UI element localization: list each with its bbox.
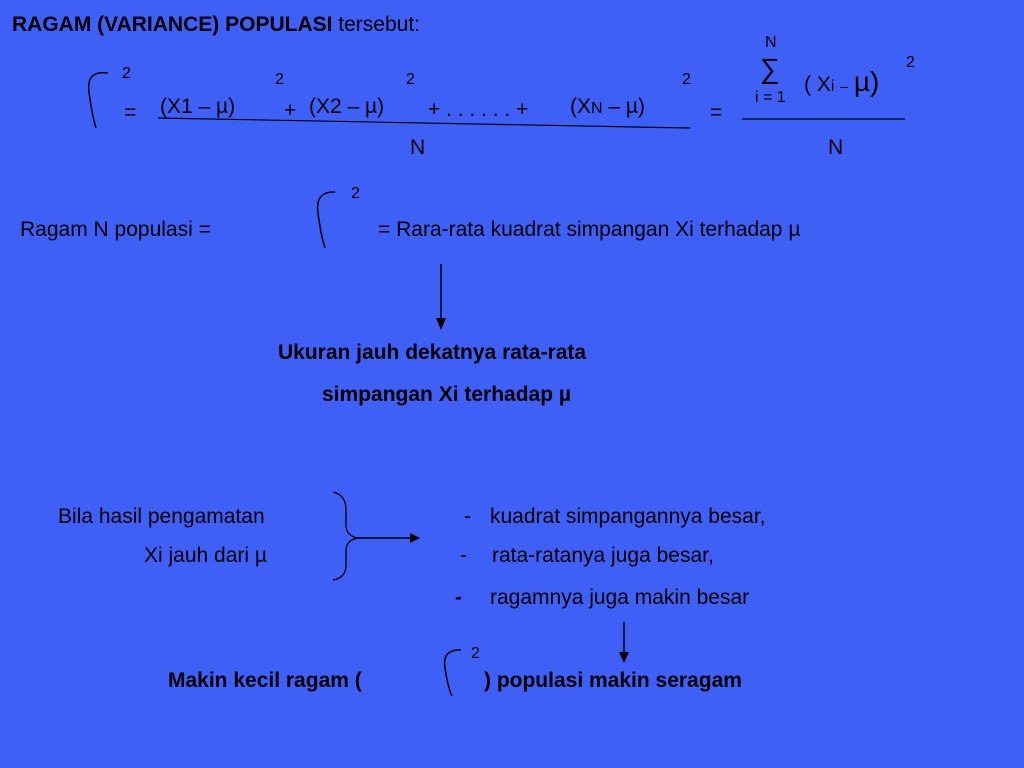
arrow-head-right (410, 533, 420, 543)
formula-term1: (X1 – µ) (160, 95, 236, 118)
formula-exponent-term1: 2 (275, 71, 284, 88)
title-normal: tersebut: (338, 13, 421, 36)
formula-denominator-1: N (410, 136, 426, 159)
meaning-line-2: simpangan Xi terhadap µ (322, 383, 571, 406)
termN-open: (X (570, 95, 591, 118)
formula-exponent-term2: 2 (406, 71, 415, 88)
formula-equals-1: = (124, 101, 137, 124)
sum-term-sub: i (830, 78, 835, 95)
formula-termN (570, 96, 645, 117)
fraction-line-main (158, 118, 690, 128)
brace-left (333, 492, 358, 580)
sigma-symbol-conclusion (445, 650, 461, 696)
sum-symbol: ∑ (760, 53, 780, 84)
result-dash-3: - (455, 586, 462, 609)
meaning-line-1: Ukuran jauh dekatnya rata-rata (278, 341, 587, 364)
sum-term-minus: – (840, 78, 849, 94)
formula-term2: (X2 – µ) (309, 95, 385, 118)
formula-exponent-sigma: 2 (122, 65, 131, 82)
termN-sub: N (591, 100, 603, 117)
result-dash-1: - (464, 505, 471, 528)
slide-title (12, 14, 420, 35)
definition-prefix: Ragam N populasi = (20, 218, 211, 241)
conclusion-suffix: ) populasi makin seragam (484, 669, 742, 692)
conclusion-prefix: Makin kecil ragam ( (168, 669, 362, 692)
sum-term (804, 68, 879, 96)
definition-suffix: = Rara-rata kuadrat simpangan Xi terhadap µ (378, 218, 801, 241)
result-text-2: rata-ratanya juga besar, (492, 544, 714, 567)
sum-exponent: 2 (906, 54, 915, 71)
sum-upper-limit: N (765, 34, 777, 51)
definition-exponent: 2 (351, 185, 360, 202)
result-text-3: ragamnya juga makin besar (490, 586, 750, 609)
formula-plus: + (284, 99, 297, 122)
conclusion-exponent: 2 (471, 645, 480, 662)
condition-line-1: Bila hasil pengamatan (58, 505, 265, 528)
formula-dots: + . . . . . . + (428, 98, 529, 121)
formula-equals-2: = (710, 101, 723, 124)
title-bold: RAGAM (VARIANCE) POPULASI (12, 13, 333, 36)
termN-close: – µ) (602, 95, 646, 118)
formula-denominator-2: N (828, 136, 844, 159)
sum-lower-limit: i = 1 (755, 89, 786, 106)
result-text-1: kuadrat simpangannya besar, (490, 505, 766, 528)
sigma-symbol-definition (318, 192, 335, 248)
arrow-head-1 (436, 318, 446, 330)
sigma-symbol-main (89, 73, 108, 128)
sum-term-open: ( X (804, 73, 831, 96)
formula-exponent-termN: 2 (682, 71, 691, 88)
result-dash-2: - (460, 544, 467, 567)
sum-term-mu: µ) (853, 66, 880, 97)
condition-line-2: Xi jauh dari µ (144, 544, 267, 567)
arrow-head-2 (619, 652, 629, 663)
